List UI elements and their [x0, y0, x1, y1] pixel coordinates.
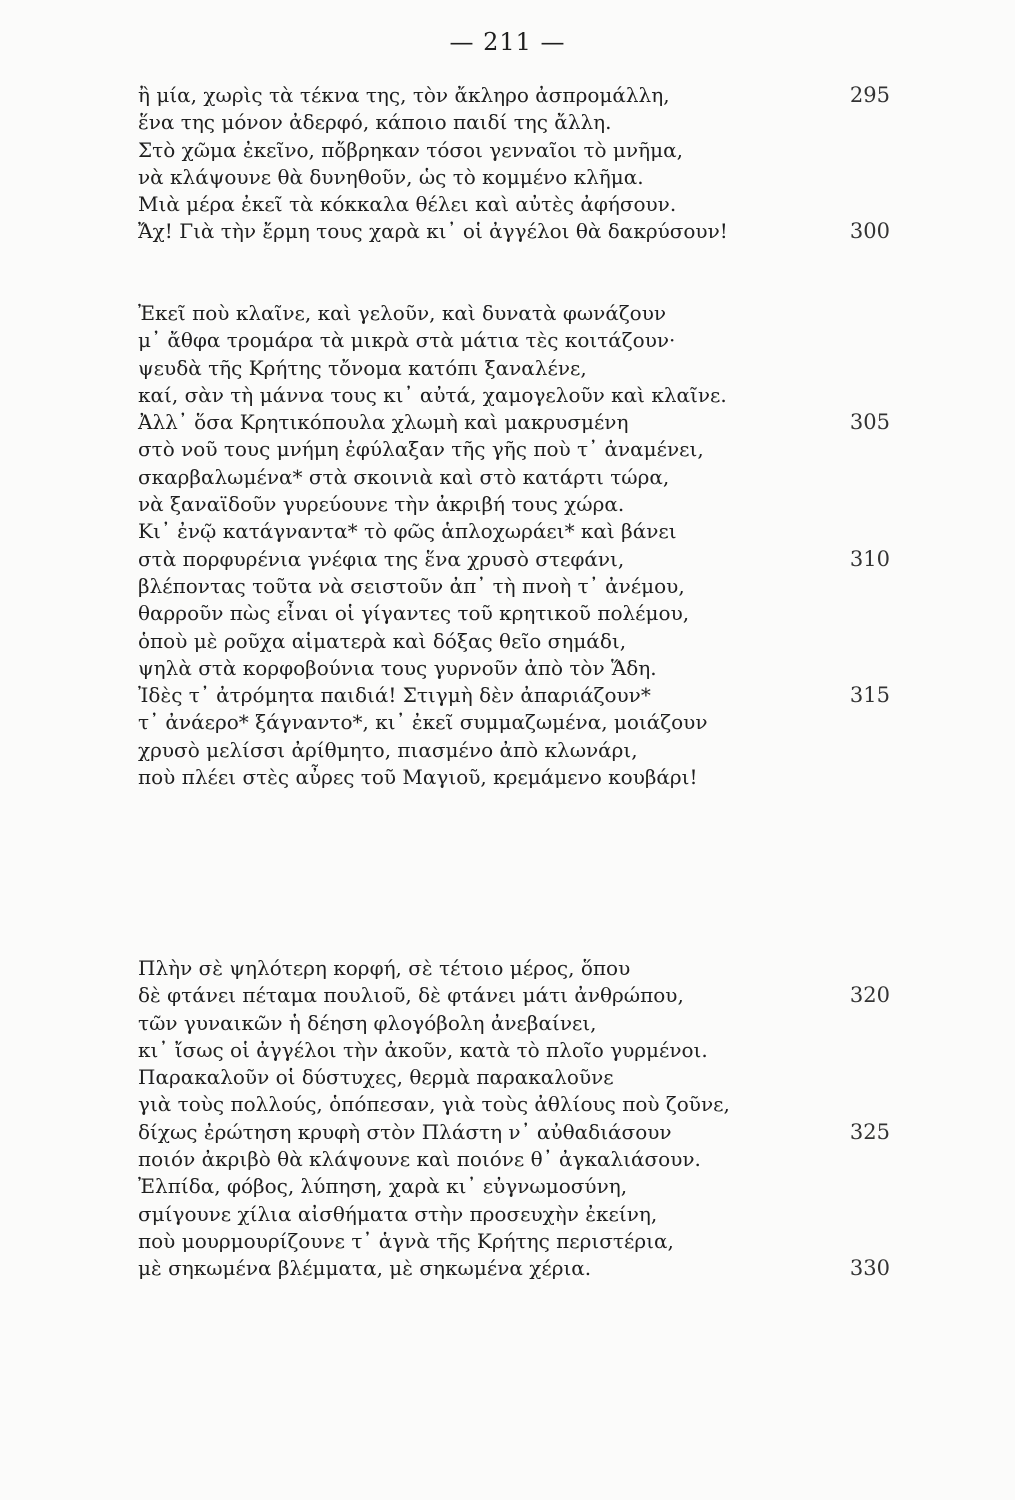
verse-line [130, 137, 890, 164]
verse-text: μ᾿ ἄθφα τρομάρα τὰ μικρὰ στὰ μάτια τὲς κοιτάζουν· [138, 328, 676, 353]
verse-text: κι᾿ ἴσως οἱ ἀγγέλοι τὴν ἀκοῦν, κατὰ τὸ πλοῖο γυρμένοι. [138, 1037, 708, 1062]
verse-line [130, 764, 890, 791]
verse-line [130, 1064, 890, 1091]
verse-text: νὰ ξαναϊδοῦν γυρεύουνε τὴν ἀκριβή τους χώρα. [138, 492, 625, 517]
verse-text: σμίγουνε χίλια αἰσθήματα στὴν προσευχὴν ἐκείνη, [138, 1201, 658, 1226]
verse-text: ποὺ πλέει στὲς αὖρες τοῦ Μαγιοῦ, κρεμάμενο κουβάρι! [138, 765, 698, 790]
verse-line [130, 218, 890, 245]
verse-text: μὲ σηκωμένα βλέμματα, μὲ σηκωμένα χέρια. [138, 1256, 592, 1281]
line-number: 330 [849, 1256, 890, 1281]
verse-text: ἕνα της μόνον ἀδερφό, κάποιο παιδί της ἄλλη. [138, 110, 612, 135]
verse-text: στὰ πορφυρένια γνέφια της ἕνα χρυσὸ στεφάνι, [138, 546, 625, 571]
verse-text: χρυσὸ μελίσσι ἀρίθμητο, πιασμένο ἀπὸ κλωνάρι, [138, 737, 638, 762]
verse-text: Μιὰ μέρα ἐκεῖ τὰ κόκκαλα θέλει καὶ αὐτὲς ἀφήσουν. [138, 192, 677, 217]
line-number: 320 [849, 983, 890, 1008]
verse-text: Πλὴν σὲ ψηλότερη κορφή, σὲ τέτοιο μέρος, ὅπου [138, 956, 631, 980]
verse-text: νὰ κλάψουνε θὰ δυνηθοῦν, ὡς τὸ κομμένο κλῆμα. [138, 164, 644, 189]
verse-text: Παρακαλοῦν οἱ δύστυχες, θερμὰ παρακαλοῦνε [138, 1065, 614, 1090]
stanza-1 [130, 82, 890, 246]
verse-text: Ἀλλ᾿ ὅσα Κρητικόπουλα χλωμὴ καὶ μακρυσμένη [138, 410, 629, 435]
verse-line [130, 737, 890, 764]
line-number: 305 [849, 410, 890, 435]
verse-text: γιὰ τοὺς πολλούς, ὁπόπεσαν, γιὰ τοὺς ἀθλίους ποὺ ζοῦνε, [138, 1092, 730, 1117]
verse-text: Ἰδὲς τ᾿ ἀτρόμητα παιδιά! Στιγμὴ δὲν ἀπαριάζουν* [138, 683, 651, 708]
verse-line [130, 382, 890, 409]
verse-line [130, 491, 890, 518]
verse-line [130, 436, 890, 463]
verse-text: δὲ φτάνει πέταμα πουλιοῦ, δὲ φτάνει μάτι ἀνθρώπου, [138, 983, 684, 1008]
verse-line [130, 1201, 890, 1228]
verse-line [130, 955, 890, 982]
verse-line [130, 1119, 890, 1146]
verse-line [130, 982, 890, 1009]
verse-line [130, 191, 890, 218]
verse-text: βλέποντας τοῦτα νὰ σειστοῦν ἀπ᾿ τὴ πνοὴ τ᾿ ἀνέμου, [138, 573, 685, 598]
verse-text: ψευδὰ τῆς Κρήτης τὄνομα κατόπι ξαναλένε, [138, 355, 587, 380]
verse-line [130, 355, 890, 382]
verse-line [130, 164, 890, 191]
verse-line [130, 628, 890, 655]
line-number: 300 [849, 219, 890, 244]
line-number: 325 [849, 1119, 890, 1144]
verse-text: τῶν γυναικῶν ἡ δέηση φλογόβολη ἀνεβαίνει, [138, 1010, 597, 1035]
verse-line [130, 1173, 890, 1200]
verse-line [130, 1037, 890, 1064]
line-number: 295 [849, 83, 890, 107]
verse-line [130, 327, 890, 354]
verse-text: σκαρβαλωμένα* στὰ σκοινιὰ καὶ στὸ κατάρτι τώρα, [138, 464, 670, 489]
verse-text: δίχως ἐρώτηση κρυφὴ στὸν Πλάστη ν᾿ αὐθαδιάσουν [138, 1119, 672, 1144]
stanza-3 [130, 955, 890, 1283]
page-number: — 211 — [449, 28, 566, 56]
verse-text: ψηλὰ στὰ κορφοβούνια τους γυρνοῦν ἀπὸ τὸν Ἅδη. [138, 655, 657, 680]
verse-text: Ἐλπίδα, φόβος, λύπηση, χαρὰ κι᾿ εὐγνωμοσύνη, [138, 1174, 628, 1199]
verse-text: ἢ μία, χωρὶς τὰ τέκνα της, τὸν ἄκληρο ἀσπρομάλλη, [138, 83, 670, 107]
verse-text: καί, σὰν τὴ μάννα τους κι᾿ αὐτά, χαμογελοῦν καὶ κλαῖνε. [138, 382, 727, 407]
line-number: 310 [849, 546, 890, 571]
verse-line [130, 600, 890, 627]
line-number: 315 [849, 683, 890, 708]
stanza-2 [130, 300, 890, 791]
verse-line [130, 409, 890, 436]
verse-line [130, 1010, 890, 1037]
verse-line [130, 709, 890, 736]
verse-text: ποὺ μουρμουρίζουνε τ᾿ ἁγνὰ τῆς Κρήτης περιστέρια, [138, 1228, 674, 1253]
verse-text: Ἄχ! Γιὰ τὴν ἔρμη τους χαρὰ κι᾿ οἱ ἀγγέλοι θὰ δακρύσουν! [138, 219, 728, 244]
verse-text: στὸ νοῦ τους μνήμη ἐφύλαξαν τῆς γῆς ποὺ τ᾿ ἀναμένει, [138, 437, 704, 462]
verse-line [130, 546, 890, 573]
verse-text: ὁποὺ μὲ ροῦχα αἱματερὰ καὶ δόξας θεῖο σημάδι, [138, 628, 627, 653]
verse-line [130, 518, 890, 545]
verse-text: Κι᾿ ἐνῷ κατάγναντα* τὸ φῶς ἁπλοχωράει* καὶ βάνει [138, 519, 677, 544]
verse-line [130, 1228, 890, 1255]
verse-line [130, 82, 890, 109]
verse-line [130, 1255, 890, 1282]
verse-text: Ἐκεῖ ποὺ κλαῖνε, καὶ γελοῦν, καὶ δυνατὰ φωνάζουν [138, 301, 667, 325]
verse-text: θαρροῦν πὼς εἶναι οἱ γίγαντες τοῦ κρητικοῦ πολέμου, [138, 601, 690, 626]
verse-line [130, 1146, 890, 1173]
verse-line [130, 655, 890, 682]
verse-text: ποιόν ἀκριβὸ θὰ κλάψουνε καὶ ποιόνε θ᾿ ἀγκαλιάσουν. [138, 1147, 701, 1172]
verse-line [130, 300, 890, 327]
verse-line [130, 109, 890, 136]
verse-line [130, 1091, 890, 1118]
verse-line [130, 682, 890, 709]
verse-text: Στὸ χῶμα ἐκεῖνο, πὄβρηκαν τόσοι γενναῖοι τὸ μνῆμα, [138, 137, 683, 162]
verse-line [130, 573, 890, 600]
verse-line [130, 464, 890, 491]
verse-text: τ᾿ ἀνάερο* ξάγναντο*, κι᾿ ἐκεῖ συμμαζωμένα, μοιάζουν [138, 710, 708, 735]
